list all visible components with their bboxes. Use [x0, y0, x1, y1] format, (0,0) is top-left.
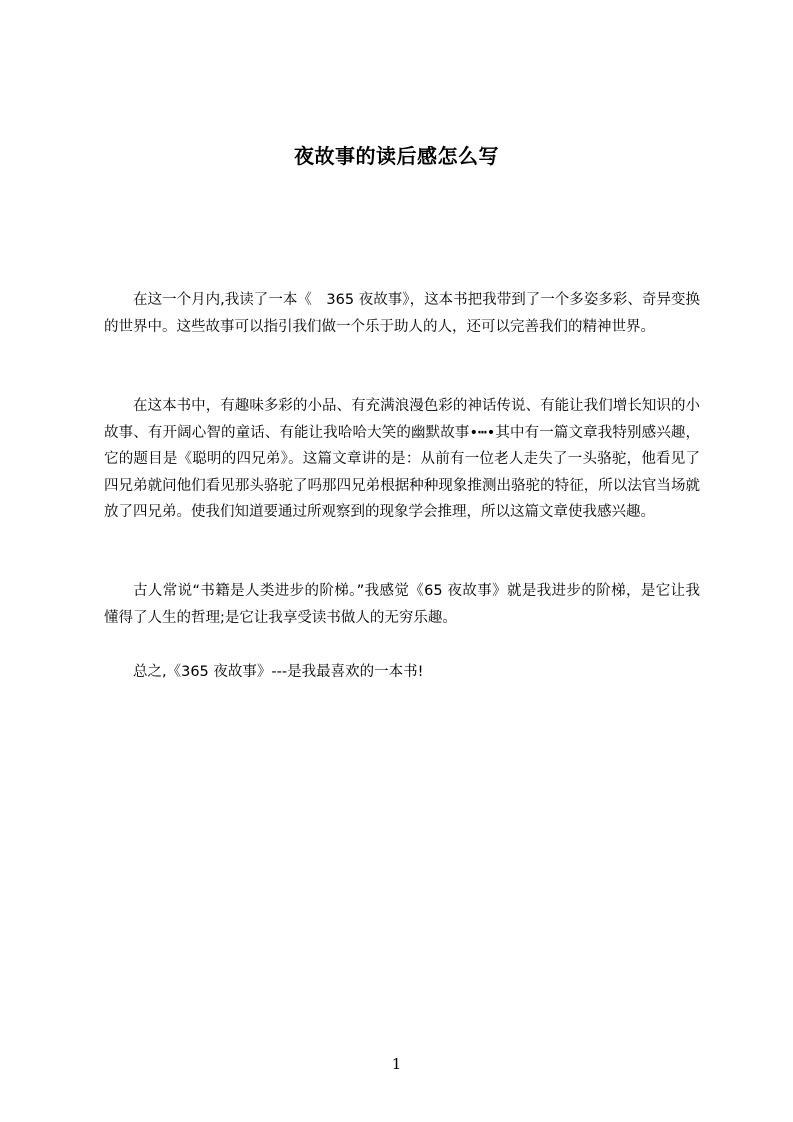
paragraph-2: 在这本书中，有趣味多彩的小品、有充满浪漫色彩的神话传说、有能让我们增长知识的小故事、有开阔心智的童话、有能让我哈哈大笑的幽默故事•┅•其中有一篇文章我特别感兴趣，它的题目是《聪明的四兄弟》。这篇文章讲的是：从前有一位老人走失了一头骆驼，他看见了四兄弟就问他们看见那头骆驼了吗那四兄弟根据种种现象推测出骆驼的特征，所以法官当场就放了四兄弟。使我们知道要通过所观察到的现象学会推理，所以这篇文章使我感兴趣。 [104, 398, 700, 520]
document-title: 夜故事的读后感怎么写 [294, 144, 499, 168]
paragraph-3: 古人常说“书籍是人类进步的阶梯。”我感觉《65 夜故事》就是我进步的阶梯，是它让我懂得了人生的哲理;是它让我享受读书做人的无穷乐趣。 [104, 583, 700, 626]
paragraph-1: 在这一个月内,我读了一本《 365 夜故事》，这本书把我带到了一个多姿多彩、奇异变换的世界中。这些故事可以指引我们做一个乐于助人的人，还可以完善我们的精神世界。 [104, 292, 700, 335]
paragraph-4: 总之,《365 夜故事》---是我最喜欢的一本书! [133, 664, 424, 680]
page-number: 1 [391, 1055, 402, 1073]
